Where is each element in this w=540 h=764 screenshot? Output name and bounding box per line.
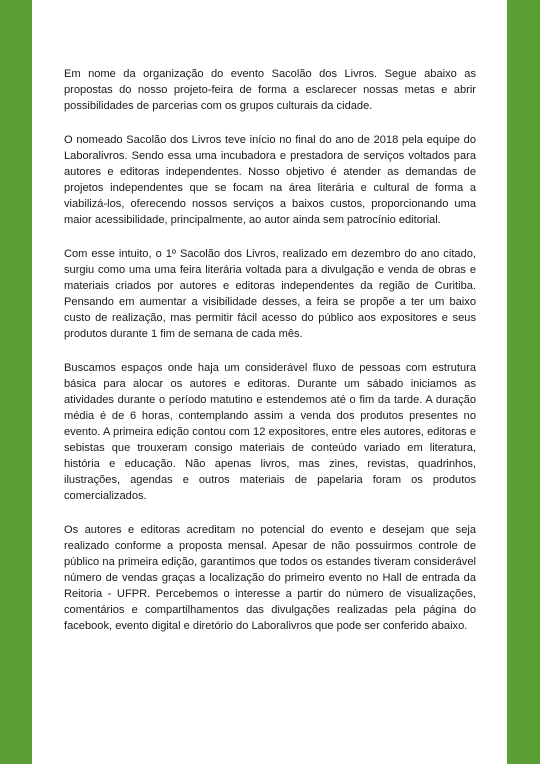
paragraph-results: Os autores e editoras acreditam no potencial do evento e desejam que seja realizado conforme a proposta mensal. Apesar de não possuirmos controle de público na primeira edição, garantimos que todos os estandes tiveram considerável número de vendas graças a localização do primeiro evento no Hall de entrada da Reitoria - UFPR. Percebemos o interesse a partir do número de visualizações, comentários e compartilhamentos das divulgações realizadas pela página do facebook, evento digital e diretório do Laboralivros que pode ser conferido abaixo. [64, 524, 476, 632]
document-body [64, 66, 476, 652]
left-green-border [0, 0, 32, 764]
paragraph-venues: Buscamos espaços onde haja um considerável fluxo de pessoas com estrutura básica para alocar os autores e editoras. Durante um sábado iniciamos as atividades durante o período matutino e estendemos até o fim da tarde. A duração média é de 6 horas, contemplando assim a venda dos produtos presentes no evento. A primeira edição contou com 12 expositores, entre eles autores, editoras e sebistas que trouxeram consigo materiais de conteúdo variado em literatura, história e educação. Não apenas livros, mas zines, revistas, quadrinhos, ilustrações, agendas e outros materiais de papelaria foram os produtos comercializados. [64, 362, 476, 502]
right-green-border [507, 0, 540, 764]
paragraph-first-edition: Com esse intuito, o 1º Sacolão dos Livros, realizado em dezembro do ano citado, surgiu como uma uma feira literária voltada para a divulgação e venda de obras e materiais criados por autores e editoras independentes da região de Curitiba. Pensando em aumentar a visibilidade desses, a feira se propõe a ter um baixo custo de realização, mas permitir fácil acesso do público aos expositores e seus produtos durante 1 fim de semana de cada mês. [64, 248, 476, 340]
paragraph-origin: O nomeado Sacolão dos Livros teve início no final do ano de 2018 pela equipe do Laboralivros. Sendo essa uma incubadora e prestadora de serviços voltados para autores e editoras independentes. Nosso objetivo é atender as demandas de projetos independentes que se focam na área literária e cultural de forma a viabilizá-los, oferecendo nossos serviços a baixos custos, proporcionando uma maior acessibilidade, principalmente, ao autor ainda sem patrocínio editorial. [64, 134, 476, 226]
paragraph-intro: Em nome da organização do evento Sacolão dos Livros. Segue abaixo as propostas do nosso projeto-feira de forma a esclarecer nossas metas e abrir possibilidades de parcerias com os grupos culturais da cidade. [64, 68, 476, 112]
